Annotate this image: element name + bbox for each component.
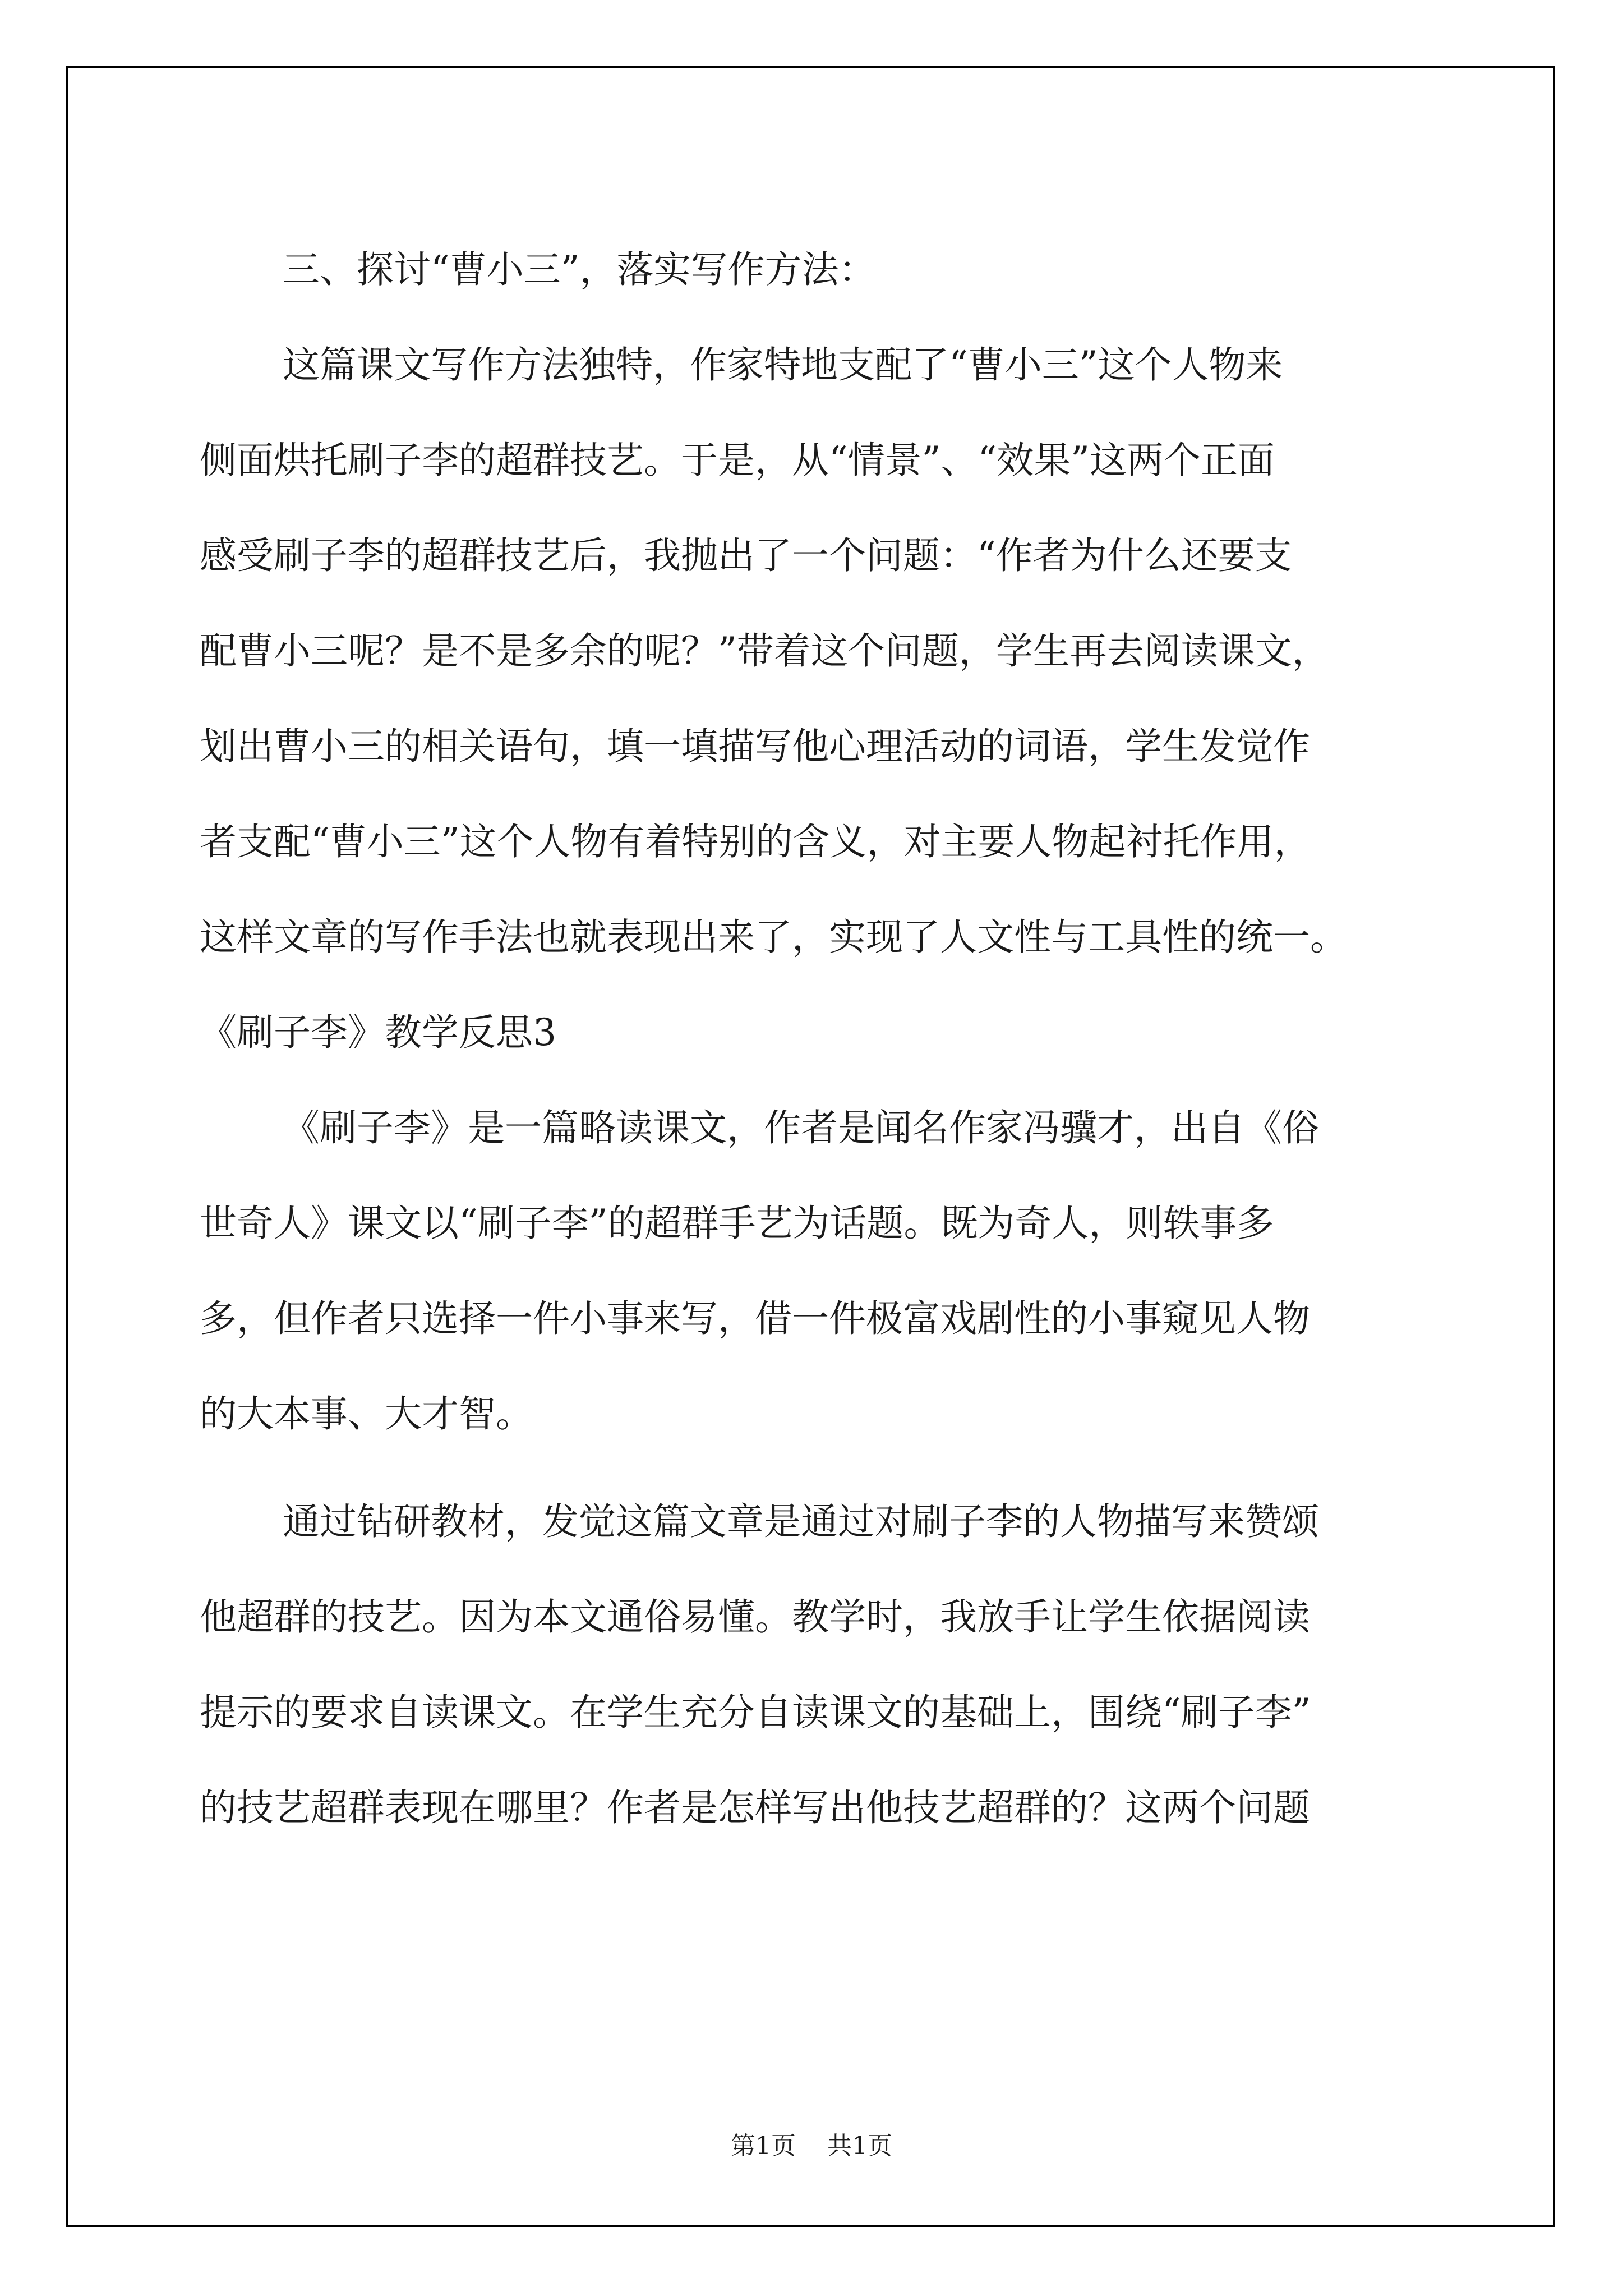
text-line: 多，但作者只选择一件小事来写，借一件极富戏剧性的小事窥见人物 (200, 1297, 1310, 1340)
text-line: 划出曹小三的相关语句，填一填描写他心理活动的词语，学生发觉作 (200, 725, 1310, 768)
text-line: 配曹小三呢？是不是多余的呢？”带着这个问题，学生再去阅读课文， (200, 629, 1329, 673)
paragraph-writing-method (200, 318, 1428, 985)
section-title-reflection-3 (200, 985, 1428, 1080)
text-line: 提示的要求自读课文。在学生充分自读课文的基础上，围绕“刷子李” (200, 1691, 1311, 1734)
text-line: 者支配“曹小三”这个人物有着特别的含义，对主要人物起衬托作用， (200, 820, 1311, 863)
document-body (200, 222, 1428, 1856)
text-line: 这样文章的写作手法也就表现出来了，实现了人文性与工具性的统一。 (200, 915, 1347, 959)
paragraph-introduction (200, 1080, 1428, 1462)
text-line: 三、探讨“曹小三”，落实写作方法： (283, 248, 876, 291)
text-line: 通过钻研教材，发觉这篇文章是通过对刷子李的人物描写来赞颂 (283, 1500, 1319, 1543)
page-footer (0, 2129, 1623, 2163)
page-total: 共1页 (827, 2132, 892, 2160)
text-line: 的技艺超群表现在哪里？作者是怎样写出他技艺超群的？这两个问题 (200, 1786, 1310, 1829)
text-line: 感受刷子李的超群技艺后，我抛出了一个问题：“作者为什么还要支 (200, 534, 1292, 577)
paragraph-teaching (200, 1474, 1428, 1856)
text-line: 《刷子李》教学反思3 (200, 1011, 556, 1054)
text-line: 《刷子李》是一篇略读课文，作者是闻名作家冯骥才，出自《俗 (283, 1106, 1319, 1149)
text-line: 世奇人》课文以“刷子李”的超群手艺为话题。既为奇人，则轶事多 (200, 1202, 1274, 1245)
text-line: 他超群的技艺。因为本文通俗易懂。教学时，我放手让学生依据阅读 (200, 1595, 1310, 1639)
page-number: 第1页 (731, 2132, 796, 2160)
text-line: 侧面烘托刷子李的超群技艺。于是，从“情景”、“效果”这两个正面 (200, 439, 1275, 482)
section-heading-explore (200, 222, 1428, 318)
paragraph-spacer (200, 1462, 1428, 1474)
text-line: 这篇课文写作方法独特，作家特地支配了“曹小三”这个人物来 (283, 343, 1283, 386)
text-line: 的大本事、大才智。 (200, 1392, 533, 1435)
